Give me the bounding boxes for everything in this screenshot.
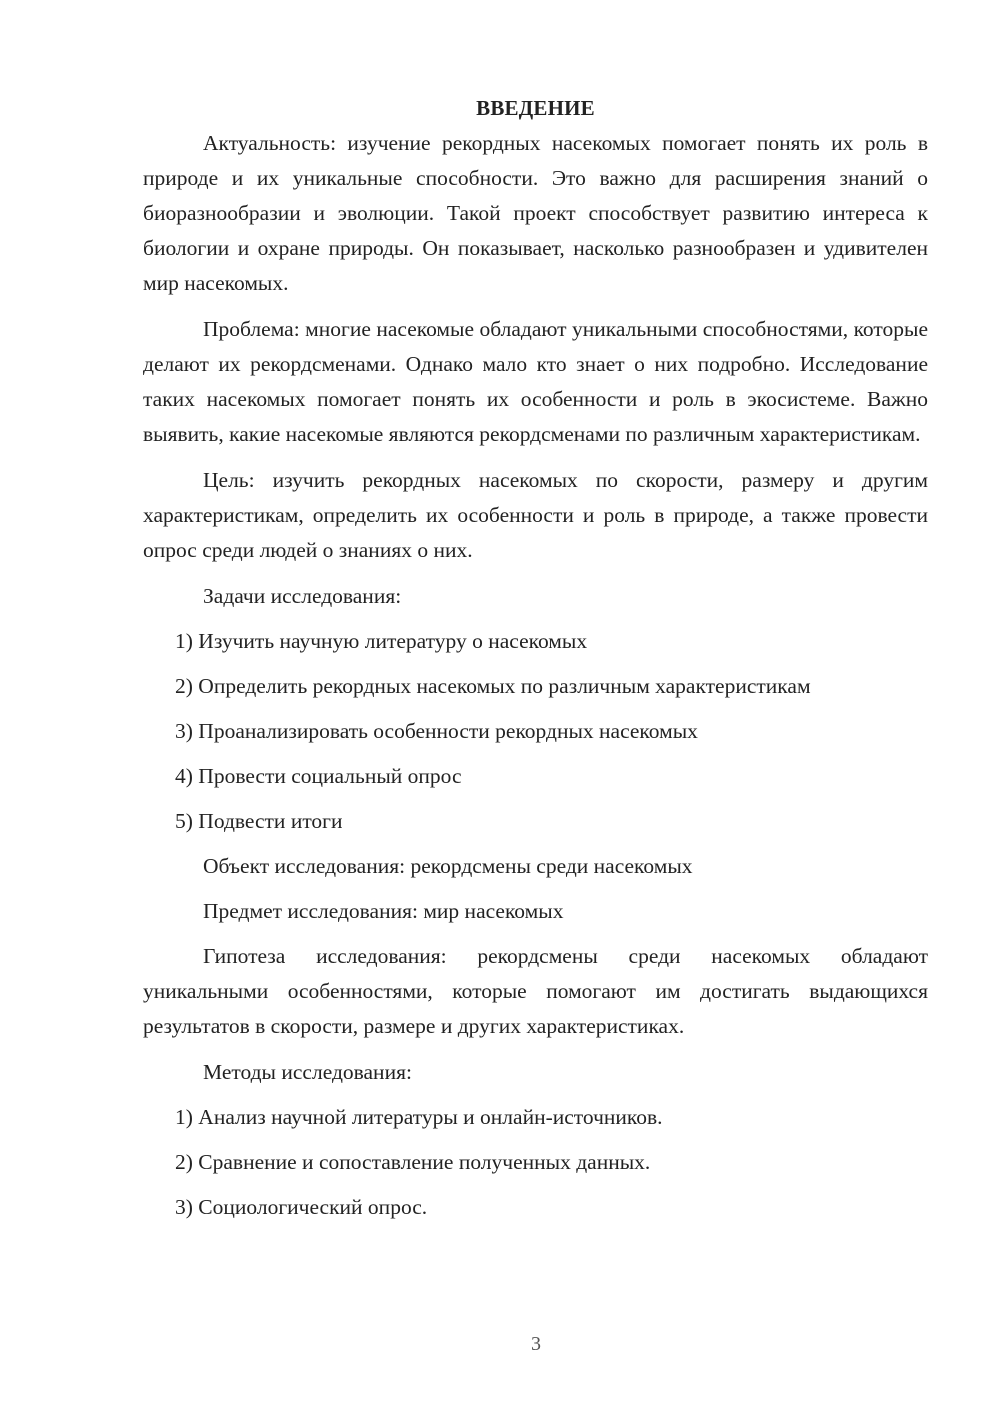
list-item — [143, 1190, 928, 1225]
list-item — [143, 759, 928, 794]
list-item-number: 3) — [175, 719, 193, 743]
goal-paragraph: Цель: изучить рекордных насекомых по скорости, размеру и другим характеристикам, определить их особенности и роль в природе, а также провести опрос среди людей о знаниях о них. — [143, 468, 928, 562]
list-item — [143, 714, 928, 749]
list-item — [143, 1100, 928, 1135]
methods-list — [143, 1100, 928, 1225]
list-item-text: Определить рекордных насекомых по различным характеристикам — [198, 674, 811, 698]
list-item — [143, 624, 928, 659]
relevance-paragraph: Актуальность: изучение рекордных насекомых помогает понять их роль в природе и их уникальные способности. Это важно для расширения знаний о биоразнообразии и эволюции. Такой проект способствует развитию интереса к биологии и охране природы. Он показывает, насколько разнообразен и удивителен мир насекомых. — [143, 131, 928, 295]
list-item — [143, 1145, 928, 1180]
hypothesis-paragraph: Гипотеза исследования: рекордсмены среди насекомых обладают уникальными особенностями, которые помогают им достигать выдающихся результатов в скорости, размере и других характеристиках. — [143, 944, 928, 1038]
methods-heading: Методы исследования: — [203, 1060, 412, 1084]
list-item-number: 2) — [175, 674, 193, 698]
subject-paragraph: Предмет исследования: мир насекомых — [203, 899, 564, 923]
problem-paragraph: Проблема: многие насекомые обладают уникальными способностями, которые делают их рекордсменами. Однако мало кто знает о них подробно. Исследование таких насекомых помогает понять их особенности и роль в экосистеме. Важно выявить, какие насекомые являются рекордсменами по различным характеристикам. — [143, 317, 928, 446]
list-item-text: Изучить научную литературу о насекомых — [198, 629, 588, 653]
tasks-heading: Задачи исследования: — [203, 584, 402, 608]
page-number: 3 — [531, 1333, 541, 1355]
page-content — [143, 93, 928, 1235]
list-item-number: 1) — [175, 1105, 193, 1129]
section-title: ВВЕДЕНИЕ — [476, 96, 595, 120]
list-item-text: Сравнение и сопоставление полученных данных. — [198, 1150, 651, 1174]
list-item — [143, 804, 928, 839]
object-paragraph: Объект исследования: рекордсмены среди насекомых — [203, 854, 693, 878]
tasks-list — [143, 624, 928, 839]
list-item-number: 2) — [175, 1150, 193, 1174]
list-item — [143, 669, 928, 704]
list-item-number: 4) — [175, 764, 193, 788]
list-item-number: 3) — [175, 1195, 193, 1219]
list-item-text: Социологический опрос. — [198, 1195, 428, 1219]
list-item-number: 1) — [175, 629, 193, 653]
list-item-text: Провести социальный опрос — [198, 764, 462, 788]
list-item-text: Проанализировать особенности рекордных насекомых — [198, 719, 698, 743]
list-item-number: 5) — [175, 809, 193, 833]
list-item-text: Подвести итоги — [198, 809, 343, 833]
list-item-text: Анализ научной литературы и онлайн-источников. — [198, 1105, 663, 1129]
